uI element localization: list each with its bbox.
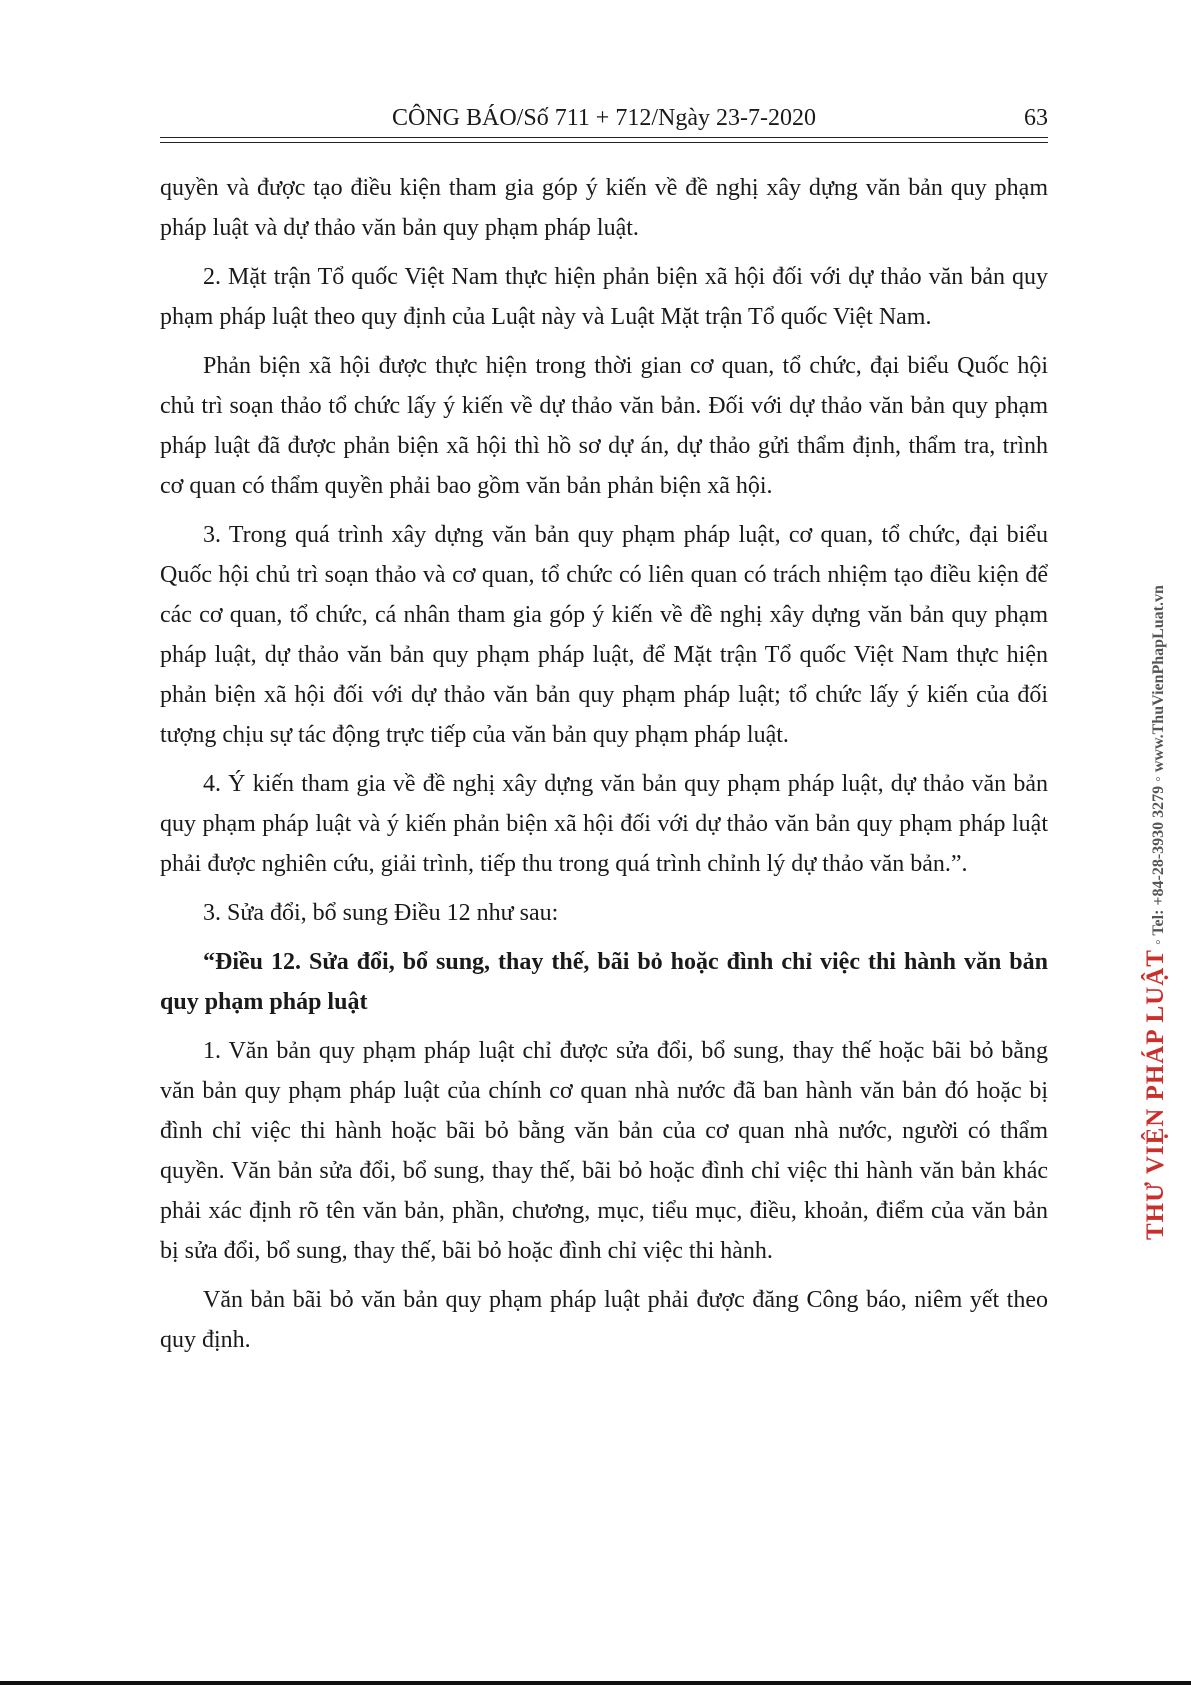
paragraph: quyền và được tạo điều kiện tham gia góp ý kiến về đề nghị xây dựng văn bản quy phạm pháp luật và dự thảo văn bản quy phạm pháp luật. bbox=[160, 175, 1048, 241]
paragraph: Phản biện xã hội được thực hiện trong thời gian cơ quan, tổ chức, đại biểu Quốc hội chủ trì soạn thảo tổ chức lấy ý kiến về dự thảo văn bản. Đối với dự thảo văn bản quy phạm pháp luật đã được phản biện xã hội thì hồ sơ dự án, dự thảo gửi thẩm định, thẩm tra, trình cơ quan có thẩm quyền phải bao gồm văn bản phản biện xã hội. bbox=[160, 353, 1048, 499]
paragraph: 4. Ý kiến tham gia về đề nghị xây dựng văn bản quy phạm pháp luật, dự thảo văn bản quy phạm pháp luật và ý kiến phản biện xã hội đối với dự thảo văn bản quy phạm pháp luật phải được nghiên cứu, giải trình, tiếp thu trong quá trình chỉnh lý dự thảo văn bản.”. bbox=[160, 771, 1048, 877]
side-watermark bbox=[1142, 440, 1170, 1240]
paragraph: Văn bản bãi bỏ văn bản quy phạm pháp luật phải được đăng Công báo, niêm yết theo quy định. bbox=[160, 1287, 1048, 1353]
header-rule-top bbox=[160, 137, 1048, 138]
gazette-title: CÔNG BÁO/Số 711 + 712/Ngày 23-7-2020 bbox=[392, 105, 816, 131]
page-number: 63 bbox=[1024, 105, 1048, 131]
header-rule-bottom bbox=[160, 142, 1048, 143]
document-body bbox=[160, 168, 1048, 1369]
paragraph: 3. Trong quá trình xây dựng văn bản quy phạm pháp luật, cơ quan, tổ chức, đại biểu Quốc hội chủ trì soạn thảo và cơ quan, tổ chức có liên quan có trách nhiệm tạo điều kiện để các cơ quan, tổ chức, cá nhân tham gia góp ý kiến về đề nghị xây dựng văn bản quy phạm pháp luật, dự thảo văn bản quy phạm pháp luật, để Mặt trận Tổ quốc Việt Nam thực hiện phản biện xã hội đối với dự thảo văn bản quy phạm pháp luật; tổ chức lấy ý kiến của đối tượng chịu sự tác động trực tiếp của văn bản quy phạm pháp luật. bbox=[160, 522, 1048, 748]
page-header bbox=[160, 100, 1048, 142]
paragraph: 2. Mặt trận Tổ quốc Việt Nam thực hiện phản biện xã hội đối với dự thảo văn bản quy phạm pháp luật theo quy định của Luật này và Luật Mặt trận Tổ quốc Việt Nam. bbox=[160, 264, 1048, 330]
page-bottom-edge bbox=[0, 1681, 1191, 1685]
watermark-contact: ◦ Tel: +84-28-3930 3279 ◦ www.ThuVienPhapLuat.vn bbox=[1150, 585, 1167, 946]
watermark-brand: THƯ VIỆN PHÁP LUẬT bbox=[1142, 949, 1169, 1240]
paragraph: 1. Văn bản quy phạm pháp luật chỉ được sửa đổi, bổ sung, thay thế hoặc bãi bỏ bằng văn bản quy phạm pháp luật của chính cơ quan nhà nước đã ban hành văn bản đó hoặc bị đình chỉ việc thi hành hoặc bãi bỏ bằng văn bản của cơ quan nhà nước, người có thẩm quyền. Văn bản sửa đổi, bổ sung, thay thế, bãi bỏ hoặc đình chỉ việc thi hành văn bản khác phải xác định rõ tên văn bản, phần, chương, mục, tiểu mục, điều, khoản, điểm của văn bản bị sửa đổi, bổ sung, thay thế, bãi bỏ hoặc đình chỉ việc thi hành. bbox=[160, 1038, 1048, 1264]
paragraph: 3. Sửa đổi, bổ sung Điều 12 như sau: bbox=[203, 900, 559, 926]
article-heading: “Điều 12. Sửa đổi, bổ sung, thay thế, bãi bỏ hoặc đình chỉ việc thi hành văn bản quy phạm pháp luật bbox=[160, 949, 1048, 1015]
